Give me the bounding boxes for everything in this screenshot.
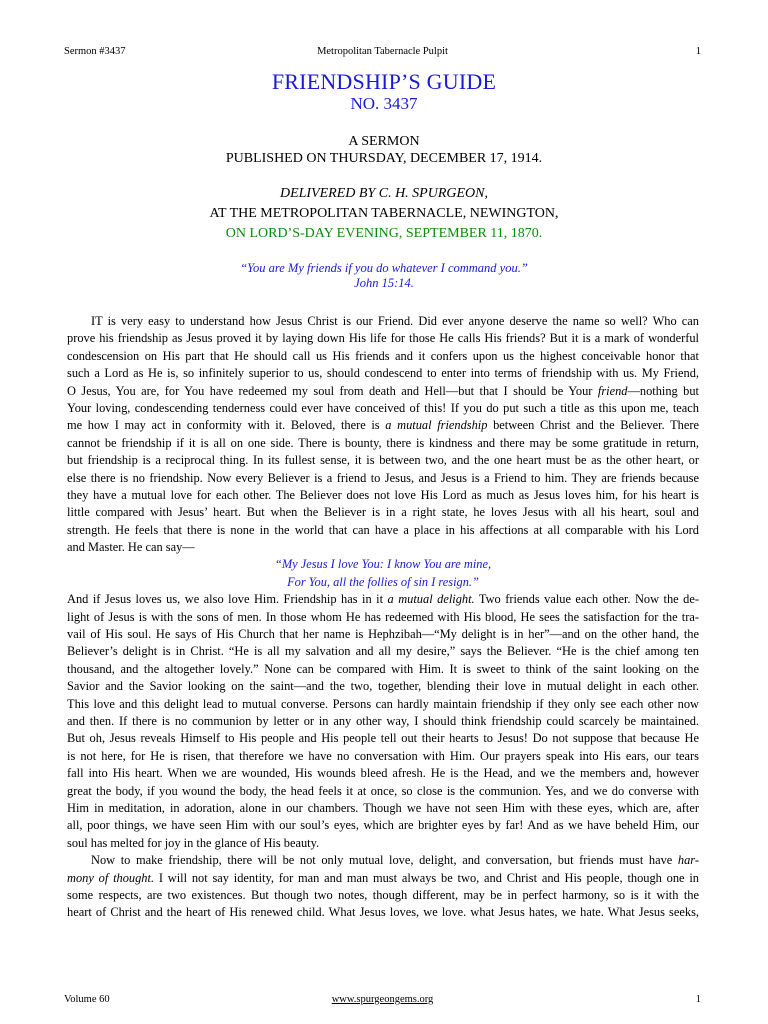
body-line: light of Jesus is with the sons of men. In those whom He has redeemed with His blood, He sees the satisfaction for the tra- [67, 609, 699, 624]
publication-header: Metropolitan Tabernacle Pulpit [317, 46, 448, 57]
body-line: but friendship is a reciprocal thing. In its fullest sense, it is between two, and the one heart must be as the other heart, or [67, 453, 699, 468]
delivered-location: AT THE METROPOLITAN TABERNACLE, NEWINGTON, [209, 206, 559, 221]
body-line: Him in meditation, in adoration, alone in our chambers. Though we have not seen Him with these eyes, which are, after [67, 800, 699, 815]
body-line: all, poor things, we have seen Him with our soul’s eyes, which are brighter eyes by far! And as we have beheld Him, our [67, 818, 699, 833]
scripture-quote: “You are My friends if you do whatever I command you.” [240, 261, 528, 275]
body-line: and Master. He can say— [67, 540, 195, 555]
verse-line: “My Jesus I love You: I know You are mine, [274, 557, 492, 572]
running-footer [64, 994, 701, 1010]
body-line: heart of Christ and the heart of His renewed child. What Jesus loves, we love. what Jesus hates, we hate. What Jesus seeks, [67, 905, 699, 920]
body-line: Your loving, condescending tenderness could ever have conceived of this! If you do put such a title as this upon me, teach [67, 400, 699, 415]
body-line: And if Jesus loves us, we also love Him. Friendship has in it a mutual delight. Two friends value each other. Now the de- [67, 592, 699, 607]
body-line: strength. He feels that there is none in the world that can have a place in his affections at all comparable with his Lord [67, 522, 699, 537]
website-link[interactable]: www.spurgeongems.org [331, 994, 434, 1005]
sermon-number: NO. 3437 [350, 94, 418, 113]
body-line: they have a mutual love for each other. The Believer does not love His Lord as much as Jesus loves him, for his heart is [67, 487, 699, 502]
body-line: vail of His soul. He says of His Church that her name is Hephzibah—“My delight is in her”—and on the other hand, the [67, 627, 699, 642]
body-line: soul has melted for joy in the glance of His beauty. [67, 835, 320, 850]
body-line: This love and this delight lead to mutual converse. Persons can hardly maintain friendship if they only see each other now [67, 696, 699, 711]
verse-line: For You, all the follies of sin I resign.” [287, 574, 479, 589]
emphasis: friend [597, 383, 628, 398]
emphasis: a mutual delight. [387, 592, 475, 607]
publication-line-1: A SERMON [348, 134, 420, 149]
body-line: such a Lord as He is, so infinitely superior to us, should condescend to enter into terms of friendship with us. My Friend, [67, 366, 699, 381]
body-line: fall into His heart. When we are wounded, His wounds bleed afresh. He is the Head, and we the members and, however [67, 766, 699, 781]
body-line: Savior and the Savior looking on the saint—and the two, together, blending their love in mutual delight in each other. [67, 679, 699, 694]
body-line: little compared with Jesus’ heart. But when the Believer is in a right state, he loves Jesus with all his heart, soul and [67, 505, 699, 520]
emphasis: mony of thought. [67, 870, 155, 885]
body-line: and then. If there is no communion by letter or in any other way, I should think friendship could scarcely be maintained. [67, 713, 699, 728]
sermon-title: FRIENDSHIP’S GUIDE [271, 69, 497, 94]
body-line: prove his friendship as Jesus proved it by laying down His life for those He calls His friends? But it is a mark of wonderful [67, 331, 699, 346]
page-number-footer: 1 [695, 994, 701, 1005]
body-line: Believer’s delight is in Christ. “He is all my salvation and all my desire,” says the Believer. “He is the chief among ten [67, 644, 699, 659]
body-line: condescension on His part that He should call us His friends and it confers upon us the highest conceivable honor that [67, 348, 699, 363]
body-line: But oh, Jesus reveals Himself to His people and His people tell out their hearts to Jesus! Do not suppose that because He [67, 731, 699, 746]
body-line: cannot be friendship if it is all on one side. There is bounty, there is kindness and there may be some gratitude in return, [67, 435, 699, 450]
sermon-body [67, 313, 699, 922]
body-line: great the body, if you wound the body, the head feels it at once, so close is the communion. Yes, and we do converse with [67, 783, 699, 798]
emphasis: a mutual friendship [385, 418, 488, 433]
delivered-by: DELIVERED BY C. H. SPURGEON, [279, 186, 489, 201]
delivered-date: ON LORD’S-DAY EVENING, SEPTEMBER 11, 1870. [225, 226, 543, 241]
volume-footer: Volume 60 [64, 994, 110, 1005]
body-line: Now to make friendship, there will be not only mutual love, delight, and conversation, but friends must have har- [91, 853, 699, 868]
body-line: mony of thought. I will not say identity, for man and man must always be two, and Christ and His people, though one in [67, 870, 699, 885]
publication-line-2: PUBLISHED ON THURSDAY, DECEMBER 17, 1914. [225, 151, 543, 166]
emphasis: har- [677, 853, 699, 868]
body-line: thousand, and the altogether lovely.” None can be compared with Him. It is sweet to think of the saint looking on the [67, 661, 699, 676]
scripture-reference: John 15:14. [354, 276, 414, 290]
body-line: O Jesus, You are, for You have redeemed my soul from death and Hell—but that I should be Your friend—nothing but [67, 383, 699, 398]
page-number-header: 1 [695, 46, 701, 57]
body-line: some respects, are two existences. But though two notes, though different, may be in perfect harmony, so is it with the [67, 887, 699, 902]
body-line: IT is very easy to understand how Jesus Christ is our Friend. Did ever anyone deserve the name so well? Who can [91, 314, 699, 328]
running-header [64, 46, 701, 62]
body-line: me how I may act in conformity with it. Beloved, there is a mutual friendship between Christ and the Believer. There [67, 418, 699, 433]
sermon-number-header: Sermon #3437 [64, 46, 126, 57]
body-line: is not here, for He is risen, that therefore we have no conversation with Him. Our prayers speak into His ears, our tears [67, 748, 699, 763]
body-line: else there is no friendship. Now every Believer is a friend to Jesus, and Jesus is a Friend to him. They are friends because [67, 470, 699, 485]
